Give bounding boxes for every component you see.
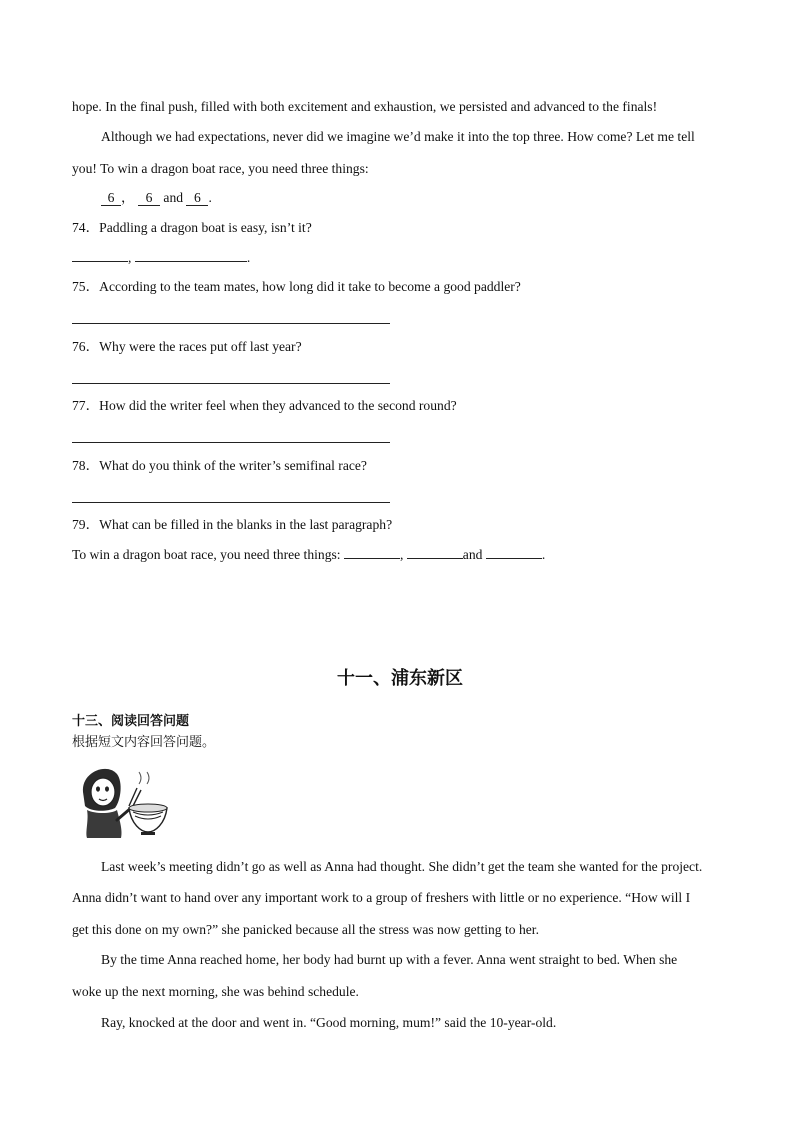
separator: ，: [121, 190, 135, 205]
answer-blank[interactable]: [72, 249, 128, 262]
question-77: 77．How did the writer feel when they advanced to the second round?: [72, 398, 457, 413]
separator: ,: [399, 547, 404, 562]
blanks-line: [101, 189, 212, 207]
period: .: [208, 190, 212, 205]
passage-line: woke up the next morning, she was behind schedule.: [72, 984, 359, 999]
and-word: and: [462, 547, 483, 562]
question-78: 78．What do you think of the writer’s semifinal race?: [72, 458, 367, 473]
passage-line: Anna didn’t want to hand over any important work to a group of freshers with little or no experience. “How will I: [72, 890, 691, 905]
passage-line: Ray, knocked at the door and went in. “Good morning, mum!” said the 10-year-old.: [101, 1015, 557, 1030]
answer-blank[interactable]: [344, 546, 400, 559]
answer-line-75[interactable]: [72, 323, 390, 324]
blank-2: 6: [138, 190, 160, 206]
answer-line-76[interactable]: [72, 383, 390, 384]
q79-prefix: To win a dragon boat race, you need three things:: [72, 547, 341, 562]
period: .: [541, 547, 546, 562]
section-title: 十一、浦东新区: [337, 668, 463, 689]
question-76: 76．Why were the races put off last year?: [72, 339, 302, 354]
answer-blank[interactable]: [407, 546, 463, 559]
answer-74[interactable]: [72, 249, 250, 267]
passage-line: you! To win a dragon boat race, you need three things:: [72, 161, 369, 176]
period: .: [246, 250, 251, 265]
question-74: 74．Paddling a dragon boat is easy, isn’t it?: [72, 220, 312, 235]
blank-3: 6: [186, 190, 208, 206]
and-word: and: [163, 190, 184, 205]
passage-line: get this done on my own?” she panicked because all the stress was now getting to her.: [72, 922, 539, 937]
instruction: 根据短文内容回答问题。: [72, 735, 216, 750]
separator: ,: [128, 250, 132, 265]
question-79: 79．What can be filled in the blanks in the last paragraph?: [72, 517, 393, 532]
passage-line: By the time Anna reached home, her body had burnt up with a fever. Anna went straight to bed. When she: [101, 952, 678, 967]
answer-line-78[interactable]: [72, 502, 390, 503]
passage-line: Last week’s meeting didn’t go as well as Anna had thought. She didn’t get the team she wanted for the project.: [101, 859, 703, 874]
question-75: 75．According to the team mates, how long did it take to become a good paddler?: [72, 279, 521, 294]
answer-blank[interactable]: [135, 249, 247, 262]
passage-line: Although we had expectations, never did we imagine we’d make it into the top three. How come? Let me tell: [101, 129, 695, 144]
answer-line-77[interactable]: [72, 442, 390, 443]
answer-blank[interactable]: [486, 546, 542, 559]
blank-1: 6: [101, 190, 121, 206]
passage-line: hope. In the final push, filled with both excitement and exhaustion, we persisted and advanced to the finals!: [72, 99, 658, 114]
answer-79: [72, 546, 545, 564]
woman-eating-noodles-illustration: [77, 762, 169, 838]
subheading: 十三、阅读回答问题: [72, 714, 190, 729]
illustration-svg: [77, 762, 169, 838]
